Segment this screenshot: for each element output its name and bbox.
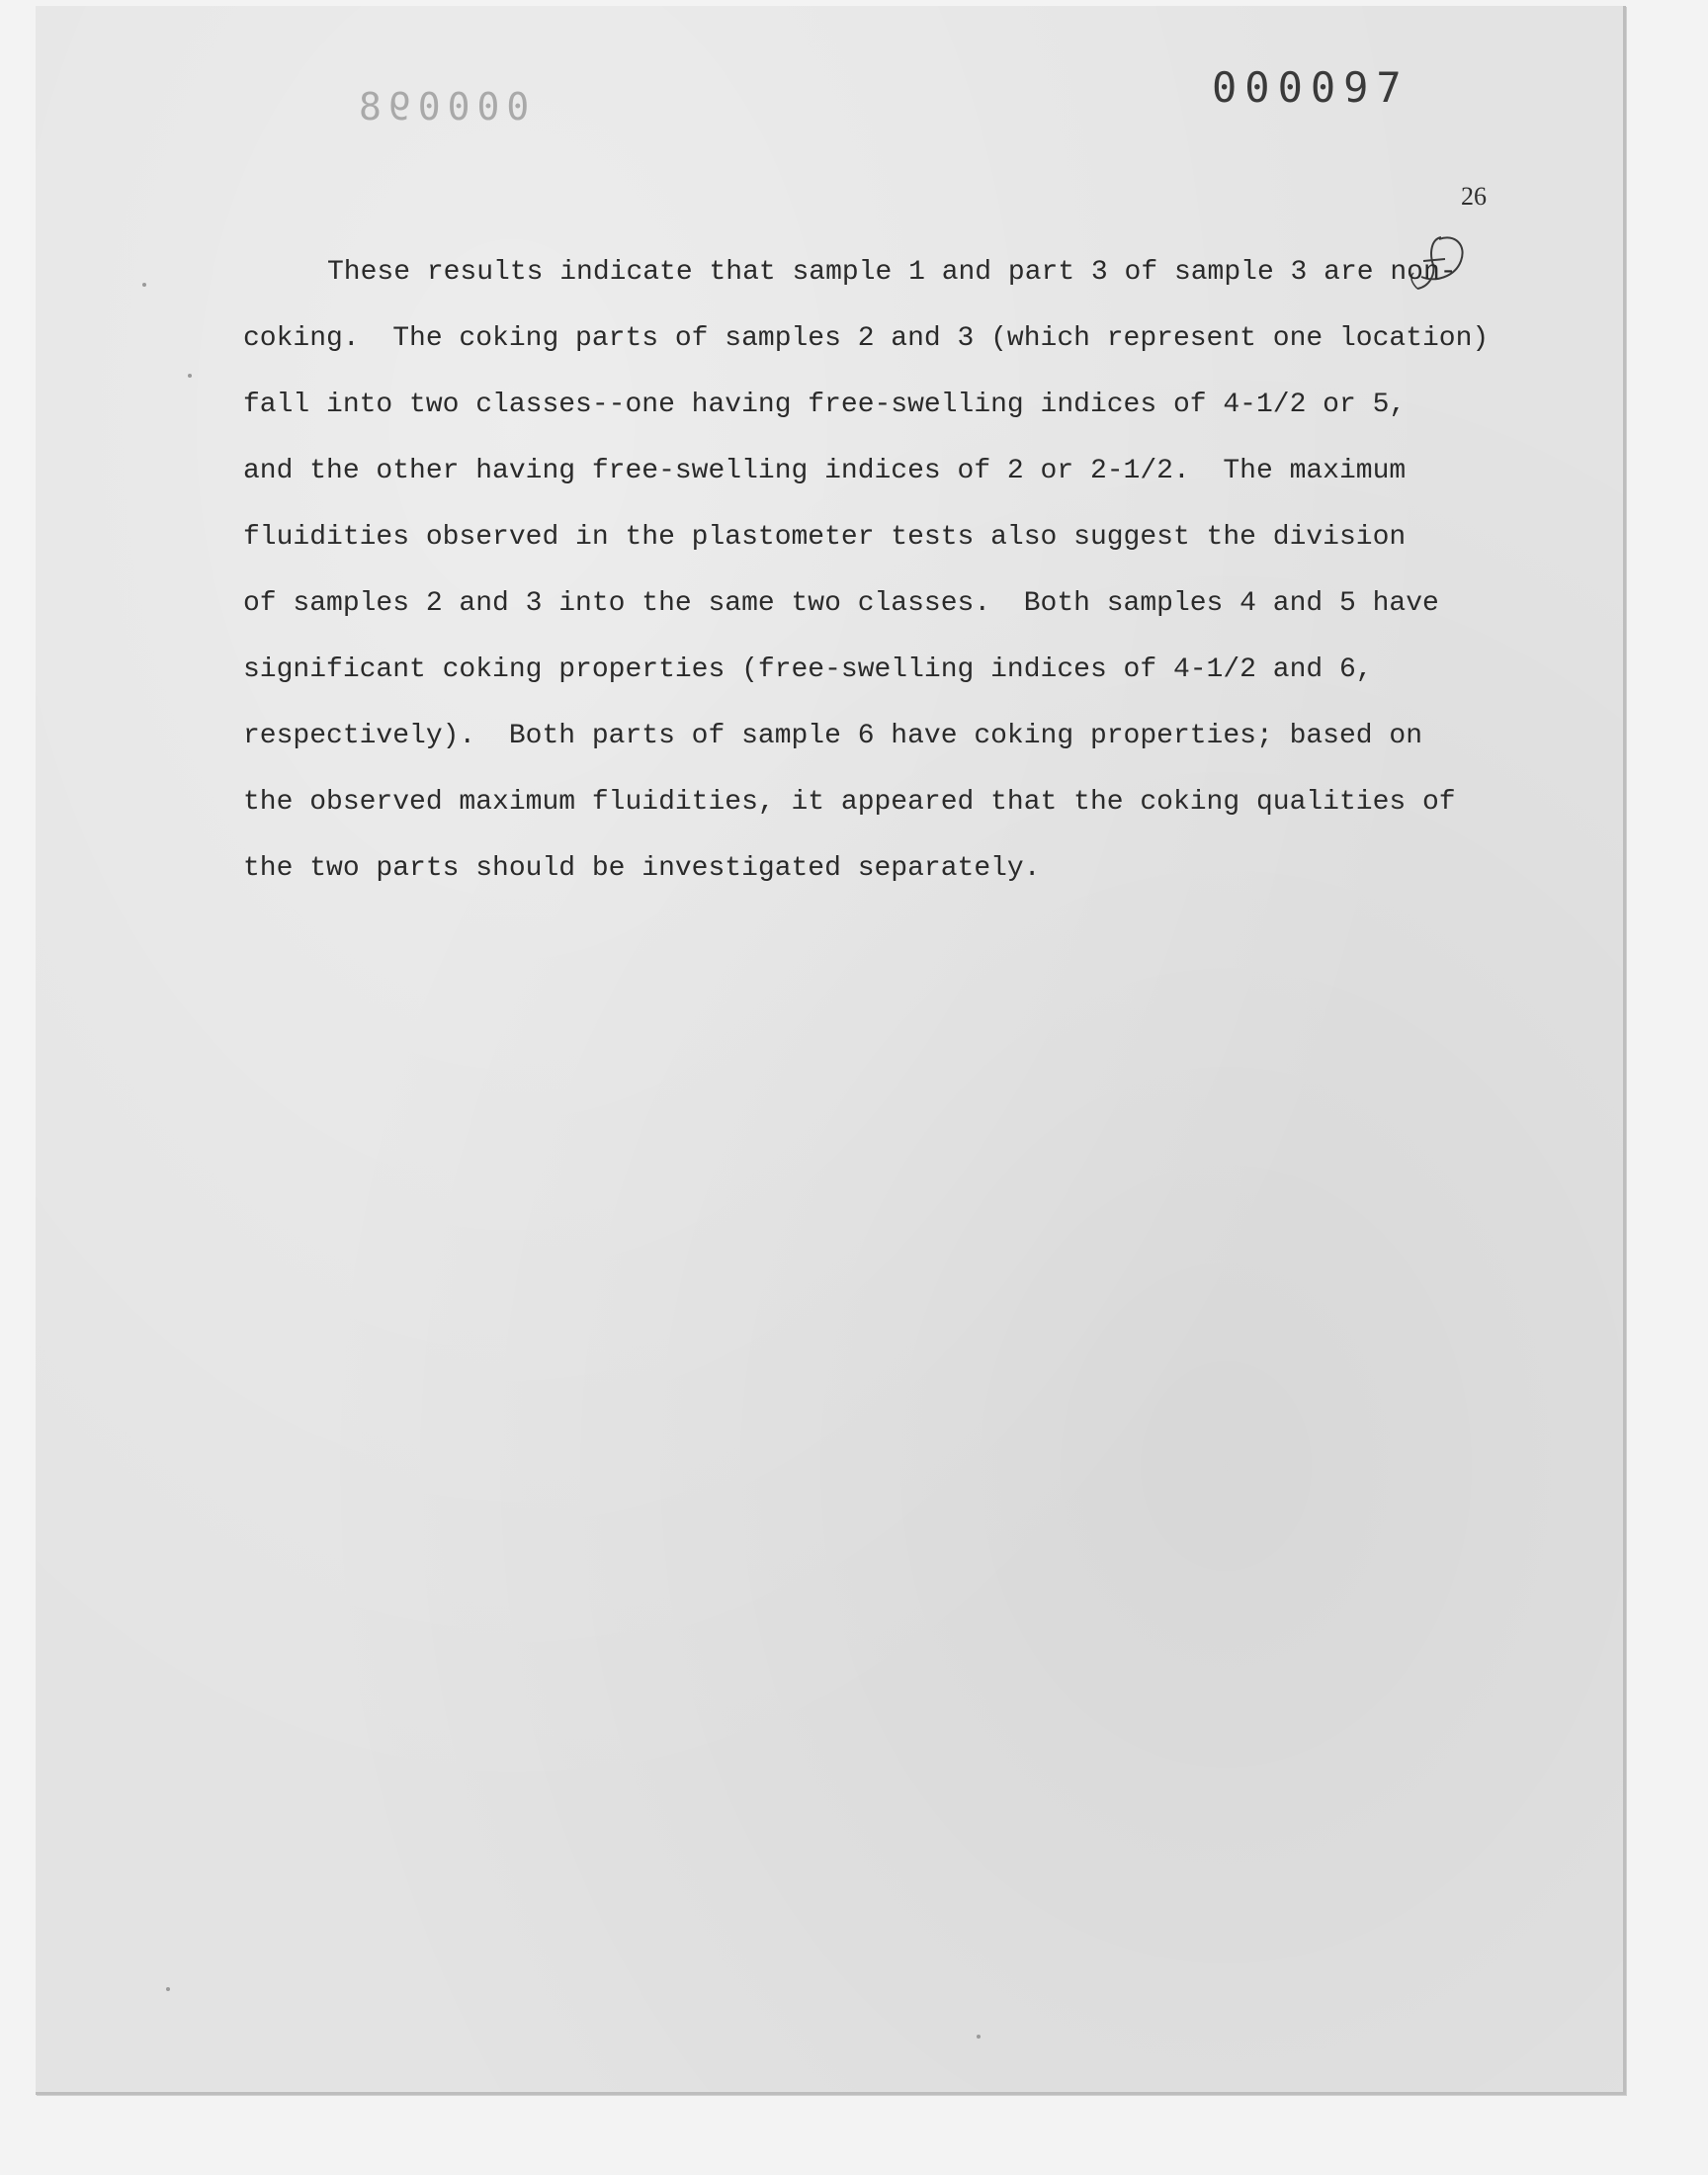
paragraph-line: fall into two classes--one having free-swelling indices of 4-1/2 or 5, [243,390,1407,420]
paragraph-line: These results indicate that sample 1 and part 3 of sample 3 are non- [327,257,1457,288]
document-stamp-number: 000097 [1212,63,1409,112]
paragraph-line: significant coking properties (free-swelling indices of 4-1/2 and 6, [243,654,1373,685]
dust-speck [188,374,192,378]
paragraph-line: the observed maximum fluidities, it appeared that the coking qualities of [243,787,1456,818]
paragraph-line: of samples 2 and 3 into the same two classes. Both samples 4 and 5 have [243,588,1439,619]
dust-speck [977,2035,981,2039]
body-paragraph [243,249,1489,912]
bleed-through-stamp: 000098 [352,85,530,129]
paragraph-line: respectively). Both parts of sample 6 have coking properties; based on [243,721,1422,751]
dust-speck [166,1987,170,1991]
dust-speck [142,283,146,287]
page-number: 26 [1461,182,1487,211]
paragraph-line: the two parts should be investigated separately. [243,853,1041,884]
paragraph-line: fluidities observed in the plastometer tests also suggest the division [243,522,1407,553]
paragraph-line: and the other having free-swelling indices of 2 or 2-1/2. The maximum [243,456,1407,486]
paragraph-line: coking. The coking parts of samples 2 and 3 (which represent one location) [243,323,1490,354]
